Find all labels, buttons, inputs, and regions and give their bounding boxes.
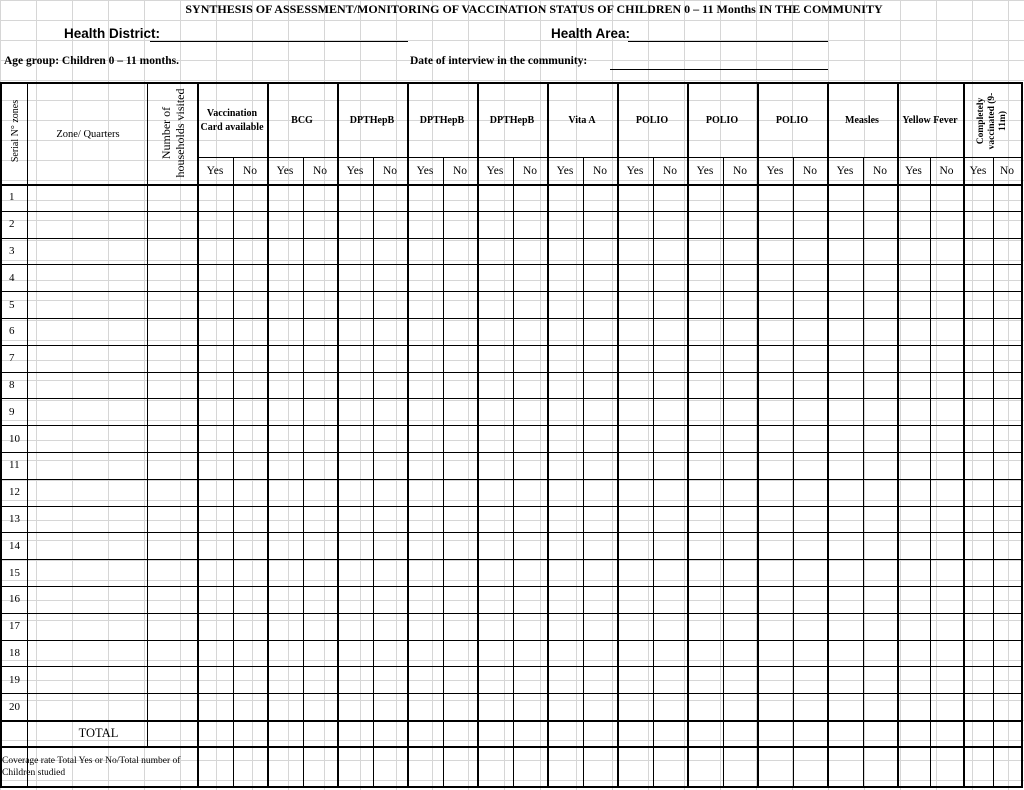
group-header: DPTHepB — [349, 114, 395, 126]
yes-column-header: Yes — [346, 164, 364, 177]
row-number: 16 — [9, 593, 20, 606]
health-district-field[interactable] — [150, 41, 408, 42]
row-number: 11 — [9, 459, 20, 472]
yes-column-header: Yes — [696, 164, 714, 177]
row-divider — [0, 238, 1021, 239]
no-column-header: No — [522, 164, 538, 177]
row-number: 6 — [9, 325, 15, 338]
column-divider — [27, 84, 28, 788]
column-divider — [757, 84, 759, 788]
row-number: 19 — [9, 673, 20, 686]
row-number: 1 — [9, 191, 15, 204]
row-divider — [0, 398, 1021, 399]
no-column-header: No — [802, 164, 818, 177]
row-number: 17 — [9, 620, 20, 633]
column-divider — [897, 84, 899, 788]
serial-zones-header: Serial N° zones — [9, 99, 21, 163]
row-divider — [0, 345, 1021, 346]
households-visited-header: Number of households visited — [159, 88, 187, 178]
group-header: Yellow Fever — [902, 114, 958, 126]
row-divider — [0, 318, 1021, 319]
row-divider — [0, 666, 1021, 667]
yes-column-header: Yes — [206, 164, 224, 177]
column-divider — [687, 84, 689, 788]
group-header: POLIO — [705, 114, 739, 126]
health-area-label: Health Area: — [551, 26, 631, 41]
row-divider — [0, 211, 1021, 212]
row-number: 7 — [9, 352, 15, 365]
row-number: 4 — [9, 271, 15, 284]
row-number: 3 — [9, 244, 15, 257]
row-number: 9 — [9, 405, 15, 418]
row-divider — [0, 425, 1021, 426]
yes-column-header: Yes — [836, 164, 854, 177]
group-header: DPTHepB — [489, 114, 535, 126]
total-label: TOTAL — [78, 725, 119, 740]
group-header: POLIO — [775, 114, 809, 126]
health-district-label: Health District: — [64, 26, 161, 41]
group-header: POLIO — [635, 114, 669, 126]
row-number: 20 — [9, 700, 20, 713]
row-divider — [0, 613, 1021, 614]
no-column-header: No — [732, 164, 748, 177]
group-header: Completely vaccinated (9-11m) — [975, 92, 1008, 149]
age-group-label: Age group: Children 0 – 11 months. — [4, 55, 179, 67]
row-divider — [0, 184, 1021, 186]
column-divider — [477, 84, 479, 788]
no-column-header: No — [872, 164, 888, 177]
group-header: Vita A — [568, 114, 596, 126]
group-header: DPTHepB — [419, 114, 465, 126]
row-number: 12 — [9, 486, 20, 499]
coverage-rate-label: Coverage rate Total Yes or No/Total number of Children studied — [2, 756, 181, 778]
yes-column-header: Yes — [766, 164, 784, 177]
yes-column-header: Yes — [905, 164, 922, 177]
date-of-interview-field[interactable] — [610, 69, 828, 70]
row-divider — [0, 506, 1021, 507]
no-column-header: No — [939, 164, 954, 177]
no-column-header: No — [662, 164, 678, 177]
row-number: 15 — [9, 566, 20, 579]
health-area-field[interactable] — [628, 41, 828, 42]
group-header: Measles — [845, 114, 879, 126]
row-divider — [0, 693, 1021, 694]
yes-column-header: Yes — [626, 164, 644, 177]
column-divider — [197, 84, 199, 788]
row-number: 18 — [9, 646, 20, 659]
no-column-header: No — [312, 164, 328, 177]
no-column-header: No — [452, 164, 468, 177]
row-divider — [0, 640, 1021, 641]
row-divider — [0, 586, 1021, 587]
row-number: 13 — [9, 512, 20, 525]
row-divider — [0, 452, 1021, 453]
yes-column-header: Yes — [486, 164, 504, 177]
column-divider — [827, 84, 829, 788]
yes-column-header: Yes — [276, 164, 294, 177]
row-number: 14 — [9, 539, 20, 552]
yes-column-header: Yes — [416, 164, 434, 177]
no-column-header: No — [242, 164, 258, 177]
group-header: BCG — [291, 114, 313, 126]
yes-column-header: Yes — [556, 164, 574, 177]
zone-quarters-header: Zone/ Quarters — [56, 128, 120, 140]
row-divider — [0, 264, 1021, 265]
no-column-header: No — [382, 164, 398, 177]
row-divider — [0, 291, 1021, 292]
row-number: 2 — [9, 218, 15, 231]
column-divider — [407, 84, 409, 788]
row-divider — [0, 372, 1021, 373]
column-divider — [547, 84, 549, 788]
row-number: 8 — [9, 378, 15, 391]
yes-column-header: Yes — [969, 164, 987, 177]
row-number: 10 — [9, 432, 20, 445]
column-divider — [963, 84, 965, 788]
no-column-header: No — [999, 164, 1015, 177]
row-divider — [0, 479, 1021, 480]
column-divider — [267, 84, 269, 788]
group-header: Vaccination Card available — [200, 107, 264, 133]
vaccination-table — [0, 82, 1023, 788]
row-number: 5 — [9, 298, 15, 311]
date-of-interview-label: Date of interview in the community: — [410, 55, 588, 67]
column-divider — [617, 84, 619, 788]
form-title: SYNTHESIS OF ASSESSMENT/MONITORING OF VACCINATION STATUS OF CHILDREN 0 – 11 Months IN THE COMMUNITY — [185, 2, 883, 16]
row-divider — [0, 532, 1021, 533]
row-divider — [0, 559, 1021, 560]
column-divider — [337, 84, 339, 788]
no-column-header: No — [592, 164, 608, 177]
